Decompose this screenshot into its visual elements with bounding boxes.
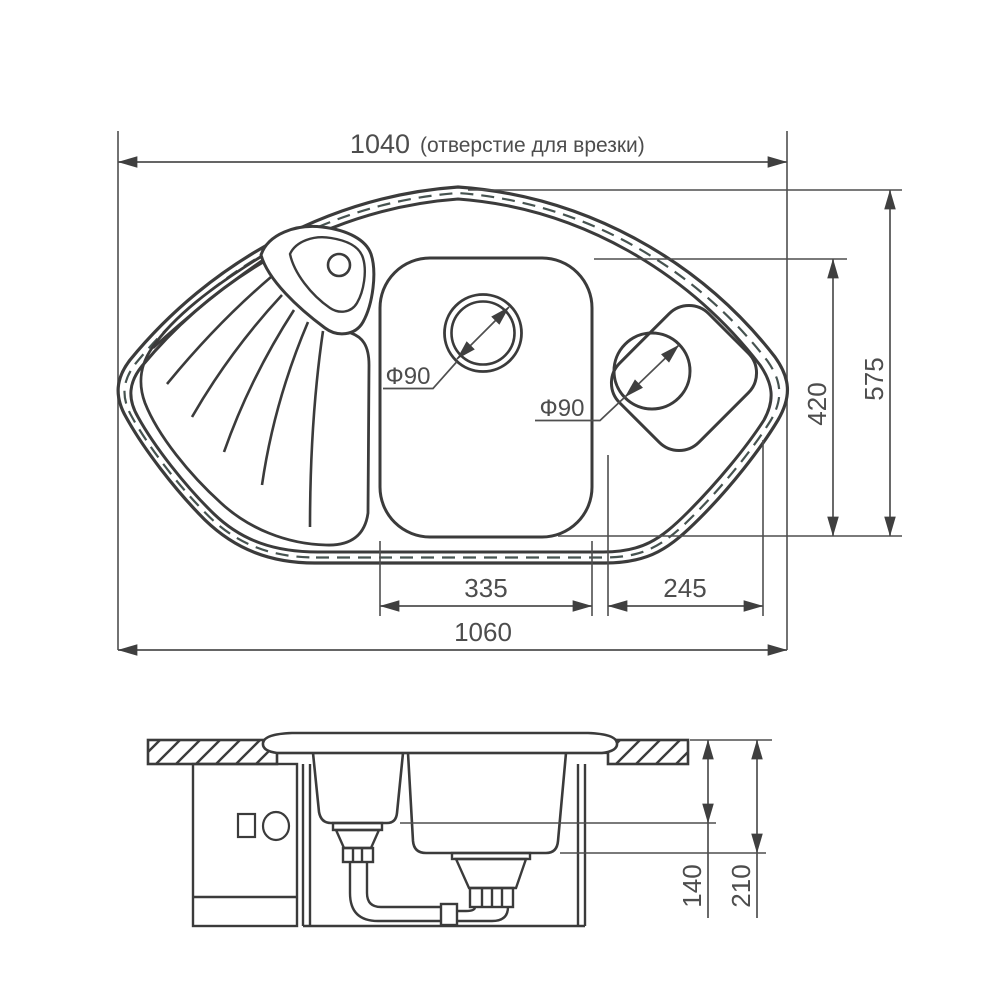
half-bowl-width-label: 245 — [663, 573, 707, 603]
side-cabinet — [193, 764, 297, 926]
socket-rect-icon — [238, 814, 255, 837]
bowl-depth-label: 140 — [677, 864, 707, 908]
main-drain-diameter-label: Ф90 — [385, 363, 431, 390]
socket-circle-icon — [263, 812, 289, 840]
countertop-left — [148, 740, 277, 764]
large-bowl-section — [408, 753, 566, 853]
section-dimension-labels — [677, 864, 756, 907]
large-drain-pipe-outer — [457, 907, 508, 921]
main-bowl-width-label: 335 — [464, 573, 508, 603]
drainboard-rib — [262, 322, 308, 485]
small-bowl-section — [313, 753, 403, 823]
small-drain-body — [336, 830, 379, 848]
half-drain-diameter-label: Ф90 — [539, 395, 585, 422]
overall-depth-label: 575 — [859, 357, 889, 401]
bowl-height-label: 420 — [802, 382, 832, 426]
main-drain-diameter-arrow — [457, 307, 509, 359]
side-cabinet-box — [193, 764, 297, 926]
large-bowl-drain — [452, 853, 530, 921]
drainboard-rib — [310, 331, 323, 527]
sink-cabinet — [303, 764, 585, 926]
half-drain-diameter-arrow — [625, 345, 679, 397]
top-view — [118, 129, 902, 650]
pipe-union — [441, 904, 457, 925]
overall-width-label: 1060 — [454, 617, 512, 647]
cutout-width-label: 1040 — [349, 129, 410, 159]
sink-inner-outline — [131, 199, 771, 552]
faucet-deck-outer — [261, 226, 374, 333]
small-drain-coupling — [343, 848, 373, 862]
section-view — [148, 733, 772, 926]
small-drain-pipe-outer — [350, 862, 441, 921]
small-bowl-drain — [333, 823, 441, 921]
countertop-right — [608, 740, 688, 764]
large-drain-body — [456, 859, 526, 888]
extension-lines-right — [468, 190, 902, 536]
drainboard-rib — [224, 310, 294, 452]
overall-height-label: 210 — [726, 864, 756, 908]
small-drain-pipe-inner — [367, 862, 441, 907]
drainboard-rib — [192, 295, 282, 417]
cutout-note-label: (отверстие для врезки) — [420, 134, 645, 157]
sink-rim-section — [263, 733, 617, 753]
